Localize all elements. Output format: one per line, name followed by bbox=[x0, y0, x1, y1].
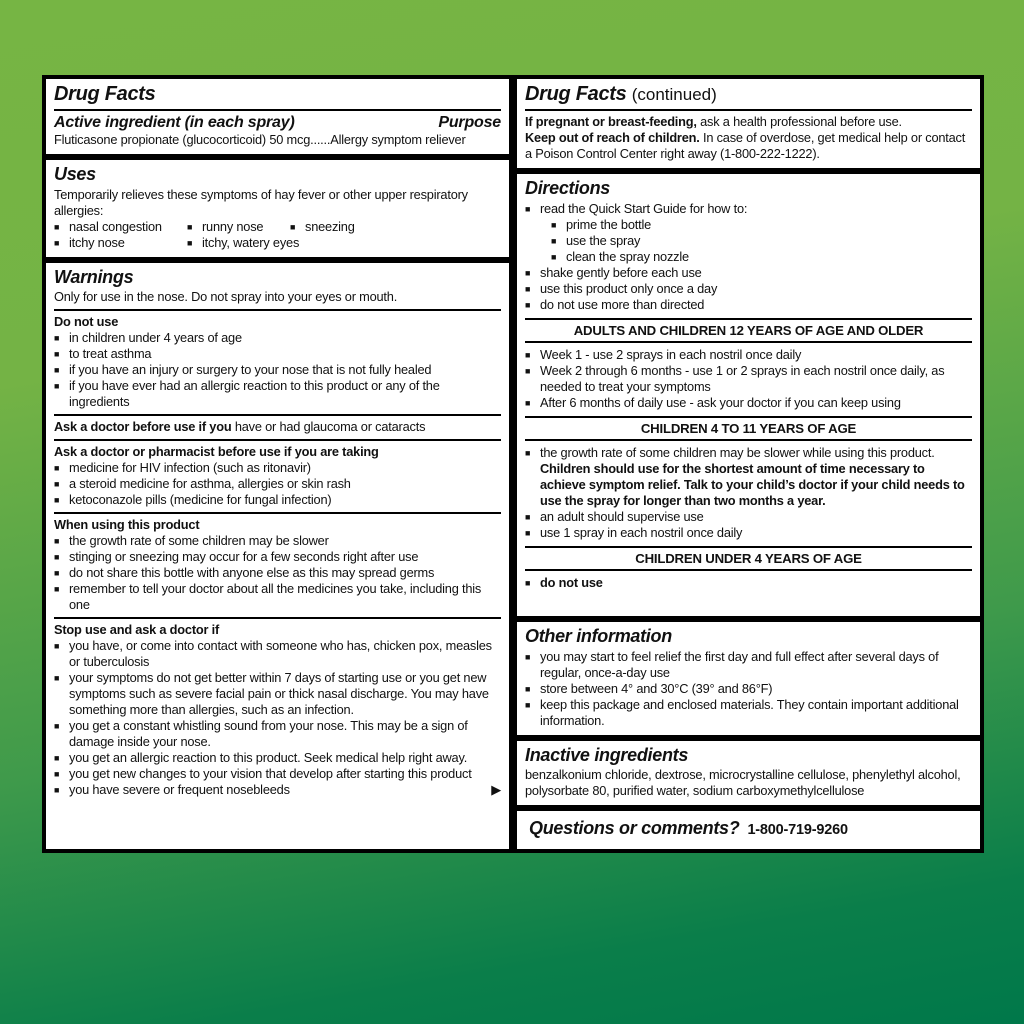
bullet-square-icon: ■ bbox=[54, 365, 60, 376]
more-arrow-icon: ▶ bbox=[491, 782, 501, 798]
bullet-square-icon: ■ bbox=[54, 333, 60, 344]
uses-title: Uses bbox=[54, 164, 96, 184]
other-information-title: Other information bbox=[525, 626, 672, 647]
bullet-square-icon: ■ bbox=[525, 267, 531, 278]
bullet-item bbox=[54, 362, 501, 378]
bullet-subitem bbox=[551, 217, 972, 233]
keep-out-warning-lead: Keep out of reach of children. bbox=[525, 130, 700, 145]
bullet-item bbox=[525, 281, 972, 297]
bullet-item bbox=[54, 782, 501, 798]
bullet-item bbox=[54, 378, 501, 410]
bullet-text: Week 1 - use 2 sprays in each nostril once daily bbox=[540, 346, 802, 362]
bullet-text: medicine for HIV infection (such as ritonavir) bbox=[69, 460, 311, 476]
bullet-item bbox=[54, 549, 501, 565]
bullet-square-icon: ■ bbox=[54, 536, 60, 547]
inactive-ingredients-title: Inactive ingredients bbox=[525, 744, 689, 765]
section-warnings bbox=[46, 263, 509, 849]
bullet-square-icon: ■ bbox=[187, 237, 193, 248]
bullet-text: a steroid medicine for asthma, allergies or skin rash bbox=[69, 476, 351, 492]
bullet-text: After 6 months of daily use - ask your doctor if you can keep using bbox=[540, 394, 901, 410]
bullet-text: to treat asthma bbox=[69, 346, 152, 362]
bullet-text: in children under 4 years of age bbox=[69, 330, 242, 346]
bullet-text: remember to tell your doctor about all the medicines you take, including this one bbox=[69, 581, 482, 613]
symptom-row bbox=[54, 235, 501, 251]
bullet-square-icon: ■ bbox=[54, 221, 60, 232]
bullet-square-icon: ■ bbox=[54, 381, 60, 392]
symptom-row bbox=[54, 219, 501, 235]
bullet-square-icon: ■ bbox=[525, 527, 531, 538]
bullet-item bbox=[54, 638, 501, 670]
bullet-text: Week 2 through 6 months - use 1 or 2 sprays in each nostril once daily, as needed to treat your symptoms bbox=[540, 362, 945, 394]
bullet-text: you have severe or frequent nosebleeds bbox=[69, 782, 290, 798]
section-uses bbox=[46, 160, 509, 257]
bullet-item bbox=[525, 347, 972, 363]
bullet-item bbox=[54, 670, 501, 718]
bullet-text: clean the spray nozzle bbox=[566, 248, 689, 264]
bullet-square-icon: ■ bbox=[290, 221, 296, 232]
bullet-item bbox=[525, 525, 972, 541]
symptom-text: itchy, watery eyes bbox=[202, 234, 300, 250]
bullet-square-icon: ■ bbox=[54, 769, 60, 780]
bullet-item bbox=[525, 649, 972, 681]
bullet-text: you get new changes to your vision that develop after starting this product bbox=[69, 766, 472, 782]
bullet-square-icon: ■ bbox=[187, 221, 193, 232]
bullet-square-icon: ■ bbox=[54, 495, 60, 506]
bullet-item bbox=[54, 492, 501, 508]
section-other-information bbox=[517, 622, 980, 735]
adults-12-heading: ADULTS AND CHILDREN 12 YEARS OF AGE AND OLDER bbox=[525, 318, 972, 343]
pregnant-warning-lead: If pregnant or breast-feeding, bbox=[525, 114, 697, 129]
drug-facts-continued-title bbox=[525, 83, 972, 111]
bullet-square-icon: ■ bbox=[54, 237, 60, 248]
bullet-item bbox=[54, 581, 501, 613]
bullet-square-icon: ■ bbox=[525, 299, 531, 310]
uses-intro: Temporarily relieves these symptoms of hay fever or other upper respiratory allergies: bbox=[54, 186, 468, 218]
symptom-text: runny nose bbox=[202, 218, 264, 234]
bullet-square-icon: ■ bbox=[54, 463, 60, 474]
bullet-square-icon: ■ bbox=[525, 365, 531, 376]
pregnant-warning-text: ask a health professional before use. bbox=[696, 114, 902, 129]
bullet-subitem bbox=[551, 249, 972, 265]
bullet-text: do not use bbox=[540, 574, 603, 590]
symptom-item bbox=[54, 219, 187, 235]
bullet-square-icon: ■ bbox=[54, 479, 60, 490]
bullet-text bbox=[540, 445, 972, 509]
continued-suffix: (continued) bbox=[631, 85, 717, 104]
symptom-text: itchy nose bbox=[69, 234, 125, 250]
warnings-intro: Only for use in the nose. Do not spray into your eyes or mouth. bbox=[54, 289, 398, 305]
bullet-text: do not share this bottle with anyone else as this may spread germs bbox=[69, 565, 435, 581]
drug-facts-label bbox=[42, 75, 984, 853]
ingredient-line: Fluticasone propionate (glucocorticoid) 50 mcg......Allergy symptom reliever bbox=[54, 132, 466, 147]
bullet-square-icon: ■ bbox=[525, 349, 531, 360]
bullet-text: your symptoms do not get better within 7 days of starting use or you get new symptoms such as severe facial pain or thick nasal discharge. You may have something more than allergies, such as an infection. bbox=[69, 670, 489, 718]
bullet-square-icon: ■ bbox=[54, 584, 60, 595]
section-drug-facts-continued bbox=[517, 79, 980, 168]
drug-facts-title: Drug Facts bbox=[54, 83, 501, 111]
bullet-square-icon: ■ bbox=[525, 651, 531, 662]
bullet-item bbox=[54, 565, 501, 581]
growth-rate-text: the growth rate of some children may be slower while using this product. bbox=[540, 444, 935, 460]
questions-title: Questions or comments? bbox=[529, 818, 740, 839]
inactive-ingredients-text: benzalkonium chloride, dextrose, microcrystalline cellulose, phenylethyl alcohol, polysorbate 80, purified water, sodium carboxymethylcellulose bbox=[525, 767, 961, 799]
ask-doctor-text: have or had glaucoma or cataracts bbox=[231, 419, 426, 435]
ask-pharmacist-heading: Ask a doctor or pharmacist before use if you are taking bbox=[54, 444, 379, 460]
keep-out-warning bbox=[525, 130, 972, 162]
bullet-square-icon: ■ bbox=[525, 683, 531, 694]
bullet-square-icon: ■ bbox=[551, 235, 557, 246]
right-column bbox=[517, 79, 980, 849]
bullet-text: you have, or come into contact with someone who has, chicken pox, measles or tuberculosis bbox=[69, 638, 492, 670]
questions-row bbox=[525, 815, 972, 843]
bullet-item bbox=[54, 460, 501, 476]
pregnant-warning bbox=[525, 114, 972, 130]
bullet-text: use 1 spray in each nostril once daily bbox=[540, 524, 743, 540]
questions-phone-number: 1-800-719-9260 bbox=[747, 822, 848, 839]
bullet-text: read the Quick Start Guide for how to: bbox=[540, 200, 748, 216]
bullet-square-icon: ■ bbox=[54, 641, 60, 652]
ask-pharmacist-subsection bbox=[54, 439, 501, 508]
bullet-text: ketoconazole pills (medicine for fungal infection) bbox=[69, 492, 332, 508]
active-ingredient-row bbox=[54, 114, 501, 132]
bullet-text: the growth rate of some children may be slower bbox=[69, 533, 329, 549]
bullet-text: prime the bottle bbox=[566, 216, 652, 232]
keep-out-warning-text: In case of overdose, get medical help or contact a Poison Control Center right away (1-800-222-1222). bbox=[525, 130, 966, 161]
bullet-square-icon: ■ bbox=[551, 219, 557, 230]
bullet-text: you get a constant whistling sound from your nose. This may be a sign of damage inside your nose. bbox=[69, 718, 468, 750]
do-not-use-heading: Do not use bbox=[54, 314, 119, 330]
warnings-title: Warnings bbox=[54, 266, 134, 287]
section-questions bbox=[517, 811, 980, 849]
drug-facts-continued-title-text: Drug Facts bbox=[525, 83, 627, 105]
symptom-item bbox=[187, 219, 290, 235]
bullet-square-icon: ■ bbox=[525, 203, 531, 214]
children-use-warning: Children should use for the shortest amount of time necessary to achieve symptom relief. Talk to your child’s doctor if your child needs to use the spray for longer than two months a year. bbox=[540, 460, 965, 508]
symptom-item bbox=[187, 235, 299, 251]
directions-title: Directions bbox=[525, 178, 611, 198]
bullet-item bbox=[54, 533, 501, 549]
bullet-square-icon: ■ bbox=[525, 511, 531, 522]
bullet-item bbox=[525, 509, 972, 525]
bullet-square-icon: ■ bbox=[54, 349, 60, 360]
bullet-item bbox=[54, 750, 501, 766]
bullet-text: an adult should supervise use bbox=[540, 508, 704, 524]
when-using-subsection bbox=[54, 512, 501, 613]
bullet-square-icon: ■ bbox=[54, 785, 60, 796]
section-directions bbox=[517, 174, 980, 616]
bullet-item bbox=[525, 395, 972, 411]
symptom-text: nasal congestion bbox=[69, 218, 162, 234]
bullet-square-icon: ■ bbox=[54, 673, 60, 684]
bullet-square-icon: ■ bbox=[551, 251, 557, 262]
bullet-text: stinging or sneezing may occur for a few seconds right after use bbox=[69, 549, 419, 565]
bullet-square-icon: ■ bbox=[525, 447, 531, 458]
bullet-text: do not use more than directed bbox=[540, 296, 705, 312]
bullet-square-icon: ■ bbox=[525, 283, 531, 294]
bullet-item bbox=[525, 297, 972, 313]
bullet-item bbox=[54, 718, 501, 750]
ask-doctor-lead: Ask a doctor before use if you bbox=[54, 419, 232, 435]
symptom-item bbox=[54, 235, 187, 251]
bullet-item bbox=[525, 445, 972, 509]
children-under-4-heading: CHILDREN UNDER 4 YEARS OF AGE bbox=[525, 546, 972, 571]
bullet-item bbox=[525, 697, 972, 729]
bullet-item bbox=[525, 363, 972, 395]
bullet-subitem bbox=[551, 233, 972, 249]
bullet-square-icon: ■ bbox=[54, 552, 60, 563]
active-ingredient-heading: Active ingredient (in each spray) bbox=[54, 114, 295, 131]
bullet-text: you get an allergic reaction to this product. Seek medical help right away. bbox=[69, 750, 468, 766]
bullet-text: shake gently before each use bbox=[540, 264, 702, 280]
left-column bbox=[46, 79, 509, 849]
bullet-item bbox=[54, 766, 501, 782]
bullet-text: if you have an injury or surgery to your nose that is not fully healed bbox=[69, 362, 432, 378]
when-using-heading: When using this product bbox=[54, 517, 200, 533]
children-4-11-heading: CHILDREN 4 TO 11 YEARS OF AGE bbox=[525, 416, 972, 441]
bullet-text: use the spray bbox=[566, 232, 641, 248]
ask-doctor-subsection bbox=[54, 414, 501, 435]
symptom-text: sneezing bbox=[305, 218, 355, 234]
stop-use-subsection bbox=[54, 617, 501, 798]
stop-use-heading: Stop use and ask a doctor if bbox=[54, 622, 220, 638]
bullet-square-icon: ■ bbox=[54, 753, 60, 764]
bullet-text: if you have ever had an allergic reaction to this product or any of the ingredients bbox=[69, 378, 440, 410]
bullet-item bbox=[525, 201, 972, 217]
bullet-text: keep this package and enclosed materials. They contain important additional information. bbox=[540, 696, 959, 728]
bullet-square-icon: ■ bbox=[525, 699, 531, 710]
section-drug-facts bbox=[46, 79, 509, 154]
bullet-text: store between 4° and 30°C (39° and 86°F) bbox=[540, 680, 773, 696]
bullet-item bbox=[54, 346, 501, 362]
bullet-text: use this product only once a day bbox=[540, 280, 718, 296]
bullet-square-icon: ■ bbox=[525, 397, 531, 408]
bullet-item bbox=[525, 265, 972, 281]
purpose-heading: Purpose bbox=[438, 114, 501, 131]
bullet-text: you may start to feel relief the first day and full effect after several days of regular, once-a-day use bbox=[540, 648, 939, 680]
symptom-item bbox=[290, 219, 355, 235]
section-inactive-ingredients bbox=[517, 741, 980, 806]
bullet-square-icon: ■ bbox=[54, 721, 60, 732]
bullet-item bbox=[525, 681, 972, 697]
bullet-item bbox=[525, 575, 972, 591]
bullet-item bbox=[54, 476, 501, 492]
bullet-square-icon: ■ bbox=[525, 577, 531, 588]
bullet-item bbox=[54, 330, 501, 346]
do-not-use-subsection bbox=[54, 309, 501, 410]
bullet-square-icon: ■ bbox=[54, 568, 60, 579]
